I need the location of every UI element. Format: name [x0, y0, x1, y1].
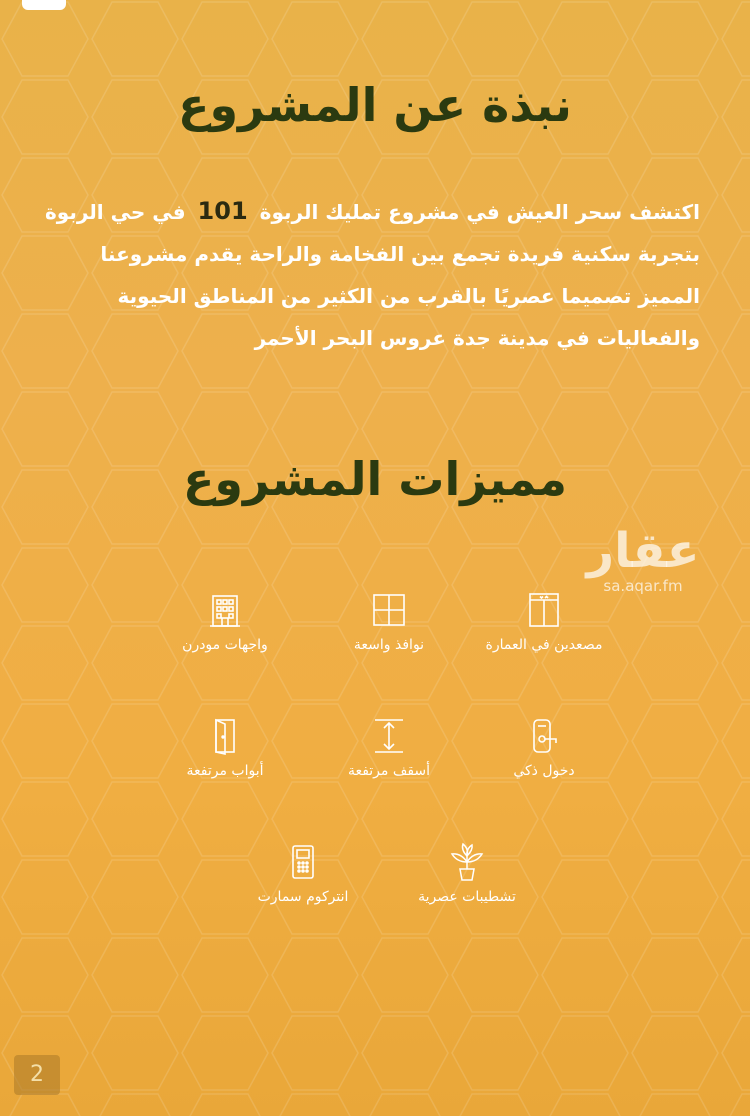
- about-section-title: نبذة عن المشروع: [178, 78, 572, 132]
- feature-high-ceilings: [294, 716, 484, 780]
- feature-modern-finishes: [372, 842, 562, 906]
- door-icon: [205, 716, 245, 756]
- smart-lock-icon: [524, 716, 564, 756]
- feature-label: انتركوم سمارت: [257, 889, 349, 905]
- elevator-icon: [524, 590, 564, 630]
- feature-label: نوافذ واسعة: [353, 637, 425, 653]
- top-tab: [22, 0, 66, 10]
- feature-smart-intercom: [208, 842, 398, 906]
- building-icon: [205, 590, 245, 630]
- feature-high-doors: [130, 716, 320, 780]
- ceiling-height-icon: [369, 716, 409, 756]
- about-line-2: بتجربة سكنية فريدة تجمع بين الفخامة والراحة يقدم مشروعنا: [100, 242, 700, 266]
- feature-modern-facades: [130, 590, 320, 654]
- window-icon: [369, 590, 409, 630]
- page-number: 2: [14, 1055, 60, 1095]
- watermark-logo: عقار: [586, 523, 700, 579]
- plant-icon: [447, 842, 487, 882]
- watermark-url: sa.aqar.fm: [603, 577, 683, 595]
- project-number: 101: [197, 197, 248, 225]
- feature-wide-windows: [294, 590, 484, 654]
- about-line-1-start: اكتشف سحر العيش في مشروع تمليك الربوة: [259, 200, 700, 224]
- feature-label: أبواب مرتفعة: [186, 763, 264, 779]
- feature-label: دخول ذكي: [513, 763, 575, 779]
- feature-label: واجهات مودرن: [182, 637, 268, 653]
- about-line-1: [44, 190, 700, 233]
- about-line-4: والفعاليات في مدينة جدة عروس البحر الأحمر: [254, 326, 700, 350]
- feature-label: أسقف مرتفعة: [347, 763, 431, 779]
- intercom-icon: [283, 842, 323, 882]
- about-description: [44, 190, 700, 359]
- features-section-title: مميزات المشروع: [182, 452, 568, 506]
- aqar-watermark: [578, 524, 708, 594]
- about-line-3: المميز تصميما عصريًا بالقرب من الكثير من المناطق الحيوية: [117, 284, 700, 308]
- feature-label: مصعدين في العمارة: [485, 637, 603, 653]
- feature-label: تشطيبات عصرية: [418, 889, 516, 905]
- about-line-1-end: في حي الربوة: [44, 200, 186, 224]
